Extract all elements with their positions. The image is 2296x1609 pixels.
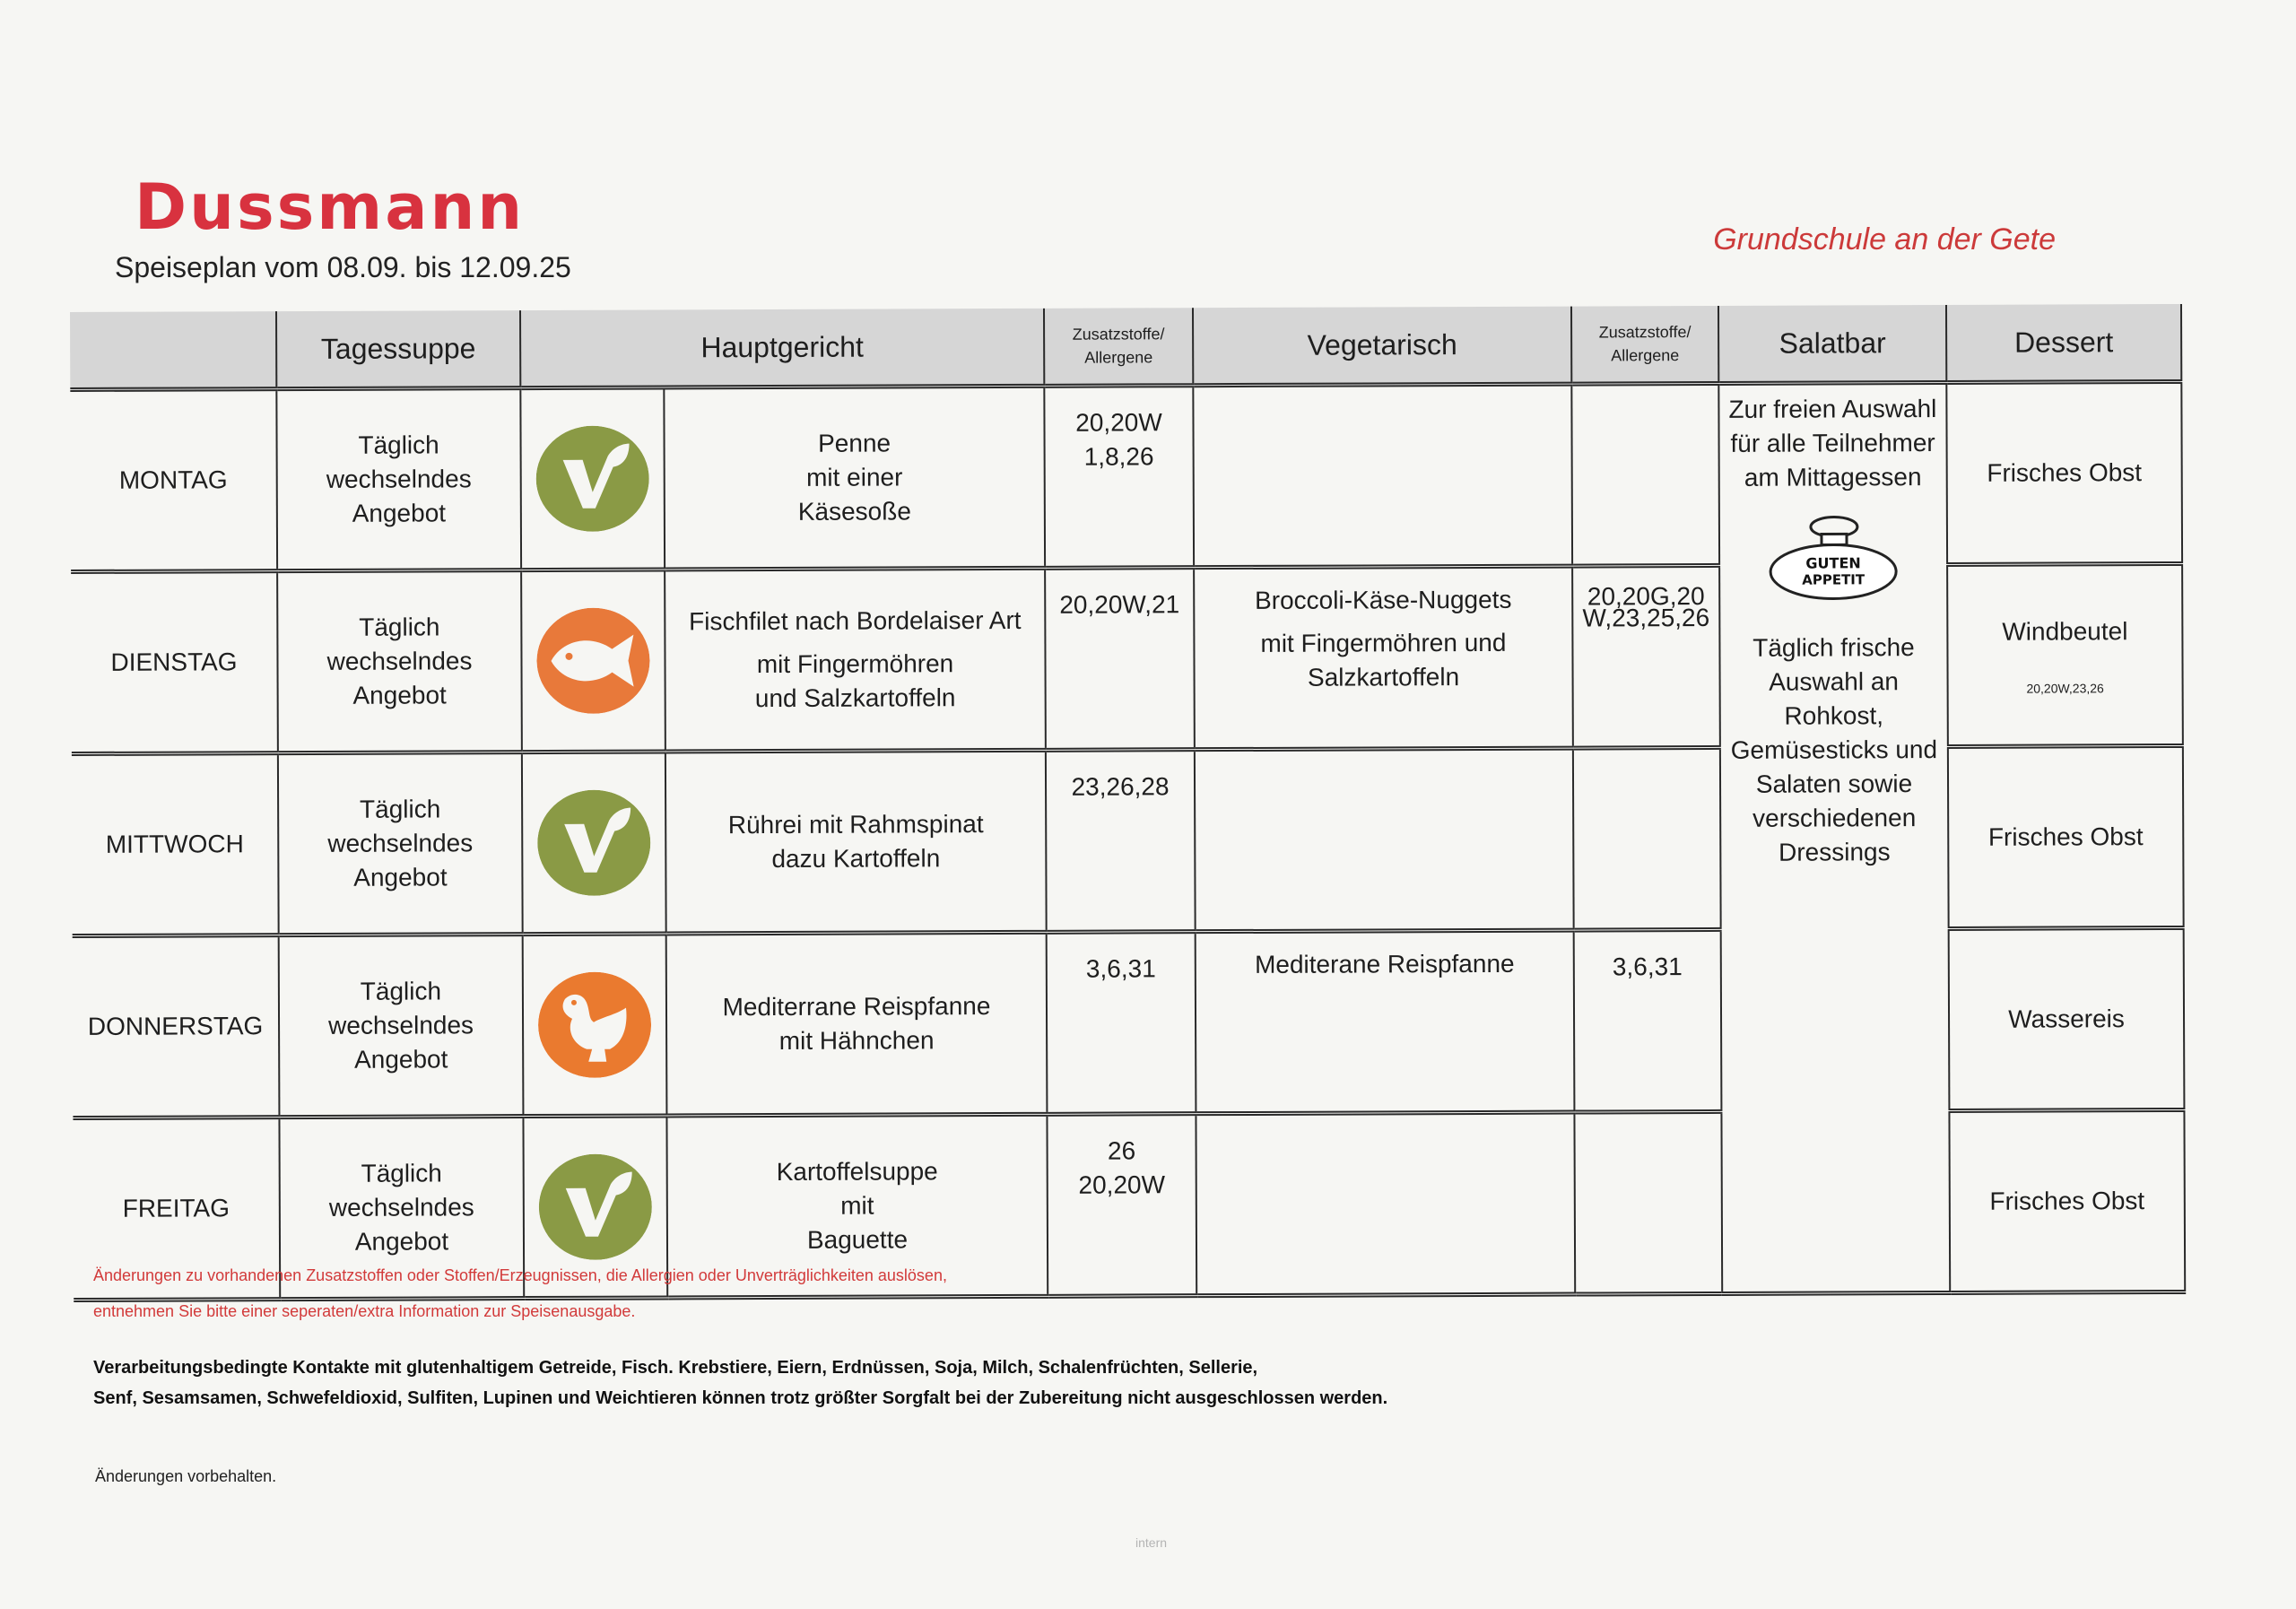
main-allergens-cell — [1045, 568, 1195, 751]
salad-bar-intro: Zur freien Auswahl für alle Teilnehmer am Mittagessen — [1728, 395, 1937, 491]
allergens-label: Allergene — [1611, 346, 1680, 365]
dessert-label: Frisches Obst — [1987, 822, 2144, 851]
main-column-header: Hauptgericht — [520, 309, 1044, 388]
dessert-label: Frisches Obst — [1989, 1187, 2145, 1215]
main-dish-line: Penne — [818, 429, 891, 457]
veg-dish-line — [1205, 1129, 1567, 1131]
main-dish-cell — [665, 568, 1046, 752]
veg-dish-line: Broccoli-Käse-Nuggets — [1255, 585, 1512, 614]
day-column-header — [70, 311, 276, 389]
chicken-icon — [538, 972, 651, 1078]
veg-allergens-column-header — [1571, 306, 1718, 384]
menu-period: Speiseplan vom 08.09. bis 12.09.25 — [115, 251, 571, 283]
dessert-cell — [1949, 927, 2185, 1110]
fish-icon — [536, 608, 649, 714]
soup-cell: Täglich wechselndes Angebot — [278, 752, 523, 935]
additives-label: Zusatzstoffe/ — [1072, 325, 1165, 344]
veg-dish-cell — [1193, 384, 1572, 568]
additives-label: Zusatzstoffe/ — [1598, 323, 1692, 342]
allergens-label: Allergene — [1084, 348, 1153, 367]
main-allergens-cell — [1044, 386, 1194, 569]
day-label: FREITAG — [73, 1118, 280, 1300]
veg-dish-line: mit Fingermöhren und Salzkartoffeln — [1260, 628, 1507, 691]
badge-cell — [522, 752, 666, 935]
badge-cell — [520, 387, 665, 570]
veg-column-header: Vegetarisch — [1193, 307, 1571, 386]
veggie-v-icon — [537, 790, 650, 896]
soup-cell: Täglich wechselndes Angebot — [277, 570, 522, 753]
note-line: Änderungen zu vorhandenen Zusatzstoffen oder Stoffen/Erzeugnissen, die Allergien oder Unverträglichkeiten auslösen, — [93, 1266, 947, 1284]
main-dish-line: Fischfilet nach Bordelaiser Art — [689, 605, 1022, 636]
dessert-label: Frisches Obst — [1987, 458, 2143, 487]
main-allergens-cell — [1046, 750, 1196, 933]
main-dish-line: dazu Kartoffeln — [771, 844, 941, 874]
day-label: MONTAG — [70, 389, 277, 572]
main-allergens-cell — [1047, 932, 1196, 1115]
veggie-v-icon — [535, 426, 648, 532]
main-dish-line: mit — [840, 1191, 874, 1220]
dessert-cell — [1946, 381, 2182, 564]
school-name: Grundschule an der Gete — [1713, 222, 2056, 257]
veg-dish-cell — [1196, 1112, 1575, 1296]
main-dish-line: Baguette — [806, 1225, 909, 1254]
veg-allergens-cell — [1573, 747, 1721, 930]
main-dish-line: Mediterrane Reispfanne — [722, 992, 991, 1022]
veg-allergens-cell: 20,20G,20W,23,25,26 — [1572, 565, 1720, 748]
note-line: entnehmen Sie bitte einer seperaten/extra Information zur Speisenausgabe. — [93, 1302, 636, 1320]
veg-dish-cell — [1195, 748, 1574, 932]
salad-bar-cell — [1718, 382, 1950, 1293]
logo-text-guten: GUTEN — [1805, 554, 1861, 572]
dessert-label: Windbeutel — [2002, 617, 2128, 646]
allergen-codes: 20,20W — [1075, 408, 1162, 437]
day-label: DONNERSTAG — [73, 935, 280, 1118]
weekly-menu-table — [70, 304, 2186, 1302]
veg-allergens-cell: 3,6,31 — [1574, 929, 1722, 1112]
allergen-codes: 23,26,28 — [1071, 772, 1170, 801]
salad-column-header: Salatbar — [1718, 305, 1946, 383]
allergen-codes: 3,6,31 — [1085, 954, 1156, 983]
dessert-allergens: 20,20W,23,26 — [2026, 681, 2104, 696]
allergen-codes: 26 — [1107, 1136, 1136, 1165]
dessert-column-header: Dessert — [1946, 304, 2181, 383]
soup-column-header: Tagessuppe — [276, 310, 520, 389]
dussmann-logo: Dussmann — [135, 170, 526, 244]
main-dish-line: und Salzkartoffeln — [754, 683, 956, 713]
allergen-codes: 20,20W,21 — [1059, 590, 1180, 619]
classification-mark: intern — [1135, 1535, 1168, 1550]
soup-cell: Täglich wechselndes Angebot — [279, 1117, 524, 1300]
veg-dish-line — [1203, 765, 1565, 767]
veg-allergens-cell — [1574, 1111, 1722, 1294]
badge-cell — [523, 934, 667, 1117]
main-allergens-cell — [1047, 1114, 1196, 1297]
dessert-cell — [1947, 563, 2183, 746]
badge-cell — [521, 570, 665, 752]
logo-text-appetit: APPETIT — [1802, 571, 1866, 588]
salad-bar-description: Täglich frische Auswahl an Rohkost, Gemüsesticks und Salaten sowie verschiedenen Dressings — [1730, 633, 1938, 866]
veg-dish-cell — [1194, 566, 1573, 750]
changes-reserved-note: Änderungen vorbehalten. — [95, 1467, 277, 1485]
note-line: Verarbeitungsbedingte Kontakte mit glutenhaltigem Getreide, Fisch. Krebstiere, Eiern, Erdnüssen, Soja, Milch, Schalenfrüchten, Sellerie, — [93, 1358, 1258, 1378]
day-label: DIENSTAG — [71, 571, 278, 754]
table-row — [70, 381, 2182, 571]
allergen-codes: 20,20W — [1078, 1170, 1166, 1199]
dessert-label: Wassereis — [2008, 1005, 2125, 1033]
day-label: MITTWOCH — [72, 753, 279, 936]
note-line: Senf, Sesamsamen, Schwefeldioxid, Sulfiten, Lupinen und Weichtieren können trotz größter Sorgfalt bei der Zubereitung nicht ausgeschlossen werden. — [93, 1388, 1388, 1408]
allergen-change-note — [93, 1257, 947, 1329]
veg-dish-line: Mediterane Reispfanne — [1254, 949, 1515, 978]
veg-dish-line — [1201, 401, 1563, 403]
table-header-row — [70, 304, 2181, 390]
main-dish-line: mit einer — [805, 463, 903, 491]
main-dish-cell — [664, 386, 1045, 570]
allergen-codes: 1,8,26 — [1083, 442, 1154, 471]
main-dish-line: mit Fingermöhren — [756, 649, 954, 679]
main-dish-line: mit Hähnchen — [778, 1026, 935, 1055]
main-dish-line: Käsesoße — [797, 497, 911, 526]
dessert-cell — [1948, 745, 2184, 928]
soup-cell: Täglich wechselndes Angebot — [279, 935, 524, 1118]
soup-cell: Täglich wechselndes Angebot — [276, 388, 521, 571]
main-dish-line: Rührei mit Rahmspinat — [727, 810, 984, 839]
guten-appetit-chef-icon — [1766, 514, 1900, 604]
veg-dish-line — [1201, 401, 1563, 403]
dessert-cell — [1949, 1109, 2185, 1292]
main-dish-line: Kartoffelsuppe — [776, 1157, 938, 1186]
veg-allergens-cell — [1571, 383, 1719, 566]
veggie-v-icon — [539, 1154, 652, 1260]
main-dish-cell — [665, 750, 1047, 934]
cross-contact-note — [93, 1352, 1387, 1413]
main-dish-cell — [666, 932, 1048, 1116]
main-allergens-column-header — [1044, 308, 1193, 386]
veg-dish-cell — [1196, 930, 1575, 1114]
